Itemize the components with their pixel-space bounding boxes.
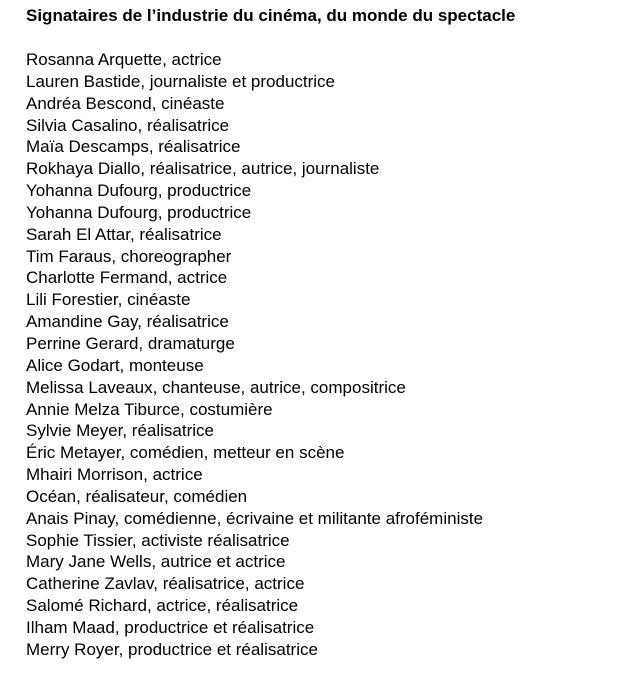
list-item: Rokhaya Diallo, réalisatrice, autrice, journaliste <box>26 159 380 179</box>
document-title: Signataires de l’industrie du cinéma, du monde du spectacle <box>26 6 516 25</box>
list-item: Sophie Tissier, activiste réalisatrice <box>26 530 290 550</box>
list-item: Ilham Maad, productrice et réalisatrice <box>26 617 315 637</box>
list-item: Océan, réalisateur, comédien <box>26 486 248 506</box>
list-item: Catherine Zavlav, réalisatrice, actrice <box>26 574 305 594</box>
list-item: Éric Metayer, comédien, metteur en scène <box>26 443 345 463</box>
list-item: Silvia Casalino, réalisatrice <box>26 115 230 135</box>
list-item: Charlotte Fermand, actrice <box>26 268 228 288</box>
list-item: Lauren Bastide, journaliste et productrice <box>26 71 336 91</box>
list-item: Sylvie Meyer, réalisatrice <box>26 421 215 441</box>
list-item: Melissa Laveaux, chanteuse, autrice, compositrice <box>26 377 406 397</box>
signatories-list <box>26 49 611 661</box>
list-item: Yohanna Dufourg, productrice <box>26 181 252 201</box>
list-item: Anais Pinay, comédienne, écrivaine et militante afroféministe <box>26 508 484 528</box>
list-item: Tim Faraus, choreographer <box>26 246 232 266</box>
list-item: Mary Jane Wells, autrice et actrice <box>26 552 286 572</box>
list-item: Salomé Richard, actrice, réalisatrice <box>26 596 299 616</box>
list-item: Perrine Gerard, dramaturge <box>26 333 235 353</box>
list-item: Merry Royer, productrice et réalisatrice <box>26 639 318 659</box>
list-item: Alice Godart, monteuse <box>26 355 204 375</box>
list-item: Andréa Bescond, cinéaste <box>26 93 225 113</box>
list-item: Annie Melza Tiburce, costumière <box>26 399 273 419</box>
list-item: Rosanna Arquette, actrice <box>26 50 222 69</box>
list-item: Sarah El Attar, réalisatrice <box>26 224 222 244</box>
list-item: Amandine Gay, réalisatrice <box>26 312 229 332</box>
list-item: Yohanna Dufourg, productrice <box>26 202 252 222</box>
document <box>26 5 611 661</box>
list-item: Maïa Descamps, réalisatrice <box>26 137 241 157</box>
list-item: Lili Forestier, cinéaste <box>26 290 191 310</box>
list-item: Mhairi Morrison, actrice <box>26 465 203 485</box>
